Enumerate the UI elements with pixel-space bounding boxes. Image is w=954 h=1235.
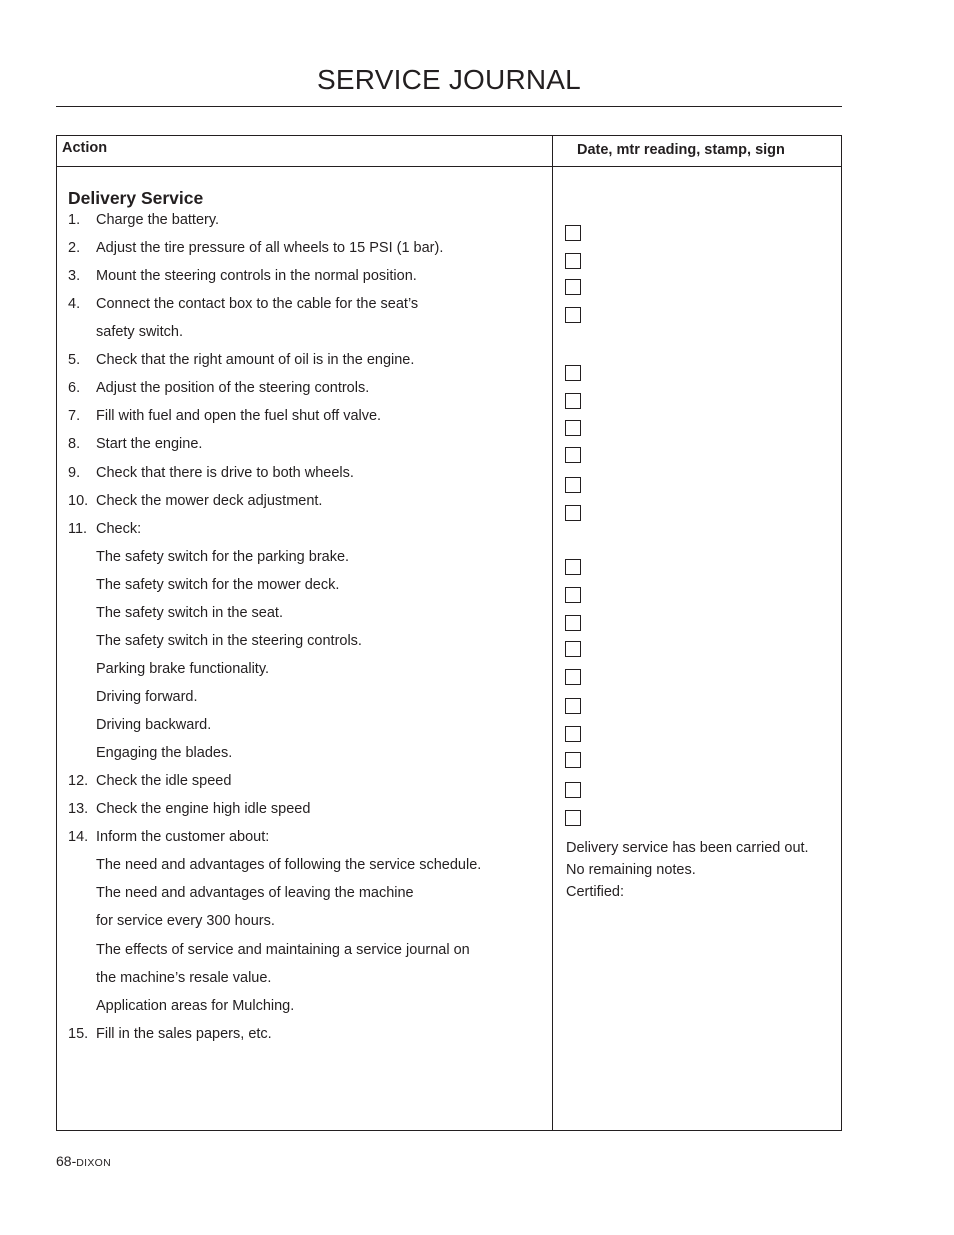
action-number: 6. <box>68 380 81 396</box>
action-text: the machine’s resale value. <box>96 970 272 986</box>
action-number: 12. <box>68 773 89 789</box>
checkbox[interactable] <box>565 307 581 323</box>
column-header-action: Action <box>62 140 108 156</box>
checkbox[interactable] <box>565 253 581 269</box>
service-journal-table <box>56 135 842 1131</box>
section-title: Delivery Service <box>68 188 204 208</box>
certification-note: No remaining notes. <box>566 862 696 878</box>
action-number: 9. <box>68 465 81 481</box>
action-text: Driving forward. <box>96 689 198 705</box>
checkbox[interactable] <box>565 559 581 575</box>
checkbox[interactable] <box>565 782 581 798</box>
certification-note: Certified: <box>566 884 625 900</box>
action-text: Check the mower deck adjustment. <box>96 493 323 509</box>
action-number: 10. <box>68 493 89 509</box>
action-text: The need and advantages of leaving the machine <box>96 885 414 901</box>
checkbox[interactable] <box>565 365 581 381</box>
action-number: 13. <box>68 801 89 817</box>
action-text: Check the idle speed <box>96 773 232 789</box>
page-number: 68- <box>56 1153 77 1169</box>
action-text: Check that there is drive to both wheels. <box>96 465 354 481</box>
action-text: Connect the contact box to the cable for the seat’s <box>96 296 419 312</box>
action-text: Check: <box>96 521 142 537</box>
brand-name: DIXON <box>76 1157 111 1169</box>
action-text: Fill with fuel and open the fuel shut off valve. <box>96 408 382 424</box>
checkbox[interactable] <box>565 615 581 631</box>
checkbox[interactable] <box>565 752 581 768</box>
action-number: 4. <box>68 296 81 312</box>
action-text: The need and advantages of following the service schedule. <box>96 857 482 873</box>
checkbox[interactable] <box>565 279 581 295</box>
action-text: for service every 300 hours. <box>96 913 275 929</box>
title-divider <box>56 106 842 107</box>
checkbox[interactable] <box>565 225 581 241</box>
action-text: The safety switch for the mower deck. <box>96 577 340 593</box>
action-text: Check the engine high idle speed <box>96 801 311 817</box>
page-footer <box>56 1153 111 1169</box>
header-divider <box>57 166 841 167</box>
action-text: Fill in the sales papers, etc. <box>96 1026 272 1042</box>
column-divider <box>552 136 553 1130</box>
action-number: 1. <box>68 212 81 228</box>
checkbox[interactable] <box>565 393 581 409</box>
action-text: The safety switch in the seat. <box>96 605 283 621</box>
action-text: Charge the battery. <box>96 212 220 228</box>
checkbox[interactable] <box>565 505 581 521</box>
checkbox[interactable] <box>565 477 581 493</box>
action-text: Inform the customer about: <box>96 829 270 845</box>
action-text: The safety switch in the steering controls. <box>96 633 362 649</box>
action-text: The effects of service and maintaining a service journal on <box>96 942 470 958</box>
action-text: Start the engine. <box>96 436 203 452</box>
checkbox[interactable] <box>565 669 581 685</box>
action-text: Check that the right amount of oil is in the engine. <box>96 352 415 368</box>
checkbox[interactable] <box>565 810 581 826</box>
action-text: Adjust the position of the steering controls. <box>96 380 370 396</box>
action-text: Adjust the tire pressure of all wheels to 15 PSI (1 bar). <box>96 240 444 256</box>
action-text: Application areas for Mulching. <box>96 998 295 1014</box>
action-text: Driving backward. <box>96 717 212 733</box>
action-number: 3. <box>68 268 81 284</box>
certification-note: Delivery service has been carried out. <box>566 840 809 856</box>
action-text: The safety switch for the parking brake. <box>96 549 350 565</box>
checkbox[interactable] <box>565 587 581 603</box>
column-header-date: Date, mtr reading, stamp, sign <box>577 142 785 158</box>
action-text: Parking brake functionality. <box>96 661 270 677</box>
checkbox[interactable] <box>565 698 581 714</box>
checkbox[interactable] <box>565 641 581 657</box>
checkbox[interactable] <box>565 447 581 463</box>
action-number: 8. <box>68 436 81 452</box>
action-number: 7. <box>68 408 81 424</box>
action-number: 15. <box>68 1026 89 1042</box>
action-text: Engaging the blades. <box>96 745 233 761</box>
action-text: safety switch. <box>96 324 184 340</box>
action-number: 5. <box>68 352 81 368</box>
action-number: 2. <box>68 240 81 256</box>
page-title: SERVICE JOURNAL <box>317 64 581 95</box>
action-number: 11. <box>68 521 88 537</box>
checkbox[interactable] <box>565 726 581 742</box>
action-number: 14. <box>68 829 89 845</box>
action-text: Mount the steering controls in the normal position. <box>96 268 417 284</box>
checkbox[interactable] <box>565 420 581 436</box>
